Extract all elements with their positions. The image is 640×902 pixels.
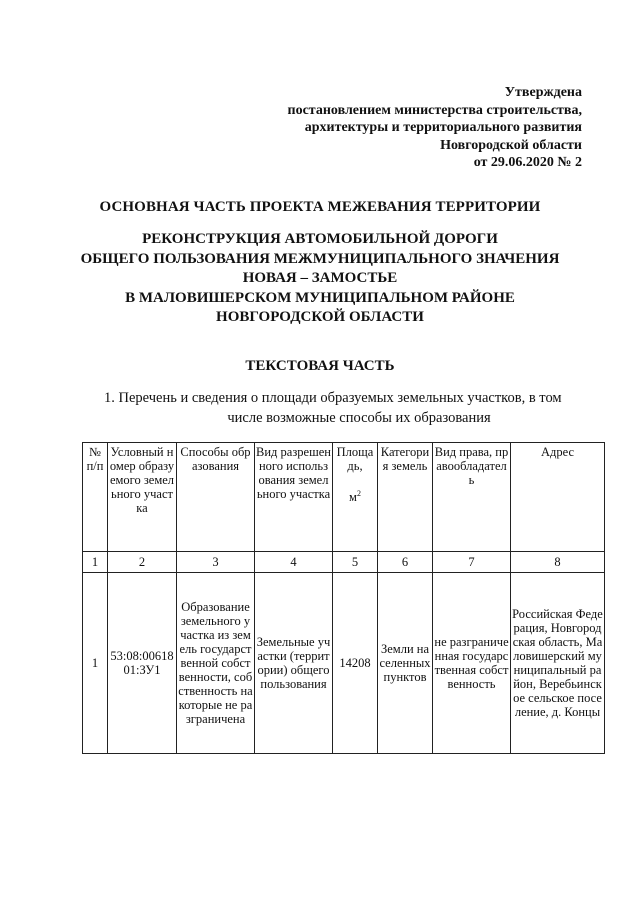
section-title: ТЕКСТОВАЯ ЧАСТЬ [245, 358, 395, 374]
header-cell-right: Вид права, правообладатель [433, 443, 511, 552]
area-unit: м [349, 490, 357, 505]
column-number: 6 [378, 552, 433, 573]
cell-use: Земельные участки (территории) общего пользования [255, 573, 333, 754]
project-title [0, 230, 640, 328]
approval-line: Утверждена [504, 85, 582, 100]
column-number: 1 [83, 552, 108, 573]
approval-line: Новгородской области [440, 137, 582, 153]
project-title-line: НОВАЯ – ЗАМОСТЬЕ [242, 270, 398, 286]
header-cell-method: Способы образования [177, 443, 255, 552]
project-title-line: ОБЩЕГО ПОЛЬЗОВАНИЯ МЕЖМУНИЦИПАЛЬНОГО ЗНАЧЕНИЯ [80, 250, 560, 267]
main-title: ОСНОВНАЯ ЧАСТЬ ПРОЕКТА МЕЖЕВАНИЯ ТЕРРИТОРИИ [99, 199, 541, 215]
cell-area: 14208 [333, 573, 378, 754]
column-number: 3 [177, 552, 255, 573]
cell-address: Российская Федерация, Новгородская область, Маловишерский муниципальный район, Веребьинское сельское поселение, д. Концы [511, 573, 605, 754]
column-number: 4 [255, 552, 333, 573]
cell-right: не разграниченная государственная собственность [433, 573, 511, 754]
header-cell-area [333, 443, 378, 552]
table-row [83, 573, 605, 754]
column-number: 7 [433, 552, 511, 573]
column-number: 8 [511, 552, 605, 573]
header-cell-category: Категория земель [378, 443, 433, 552]
approval-line: архитектуры и территориального развития [304, 120, 582, 135]
header-cell-use: Вид разрешенного использования земельного участка [255, 443, 333, 552]
caption-line: числе возможные способы их образования [227, 409, 491, 426]
cell-number: 1 [83, 573, 108, 754]
approval-line: от 29.06.2020 № 2 [473, 155, 582, 170]
column-number: 2 [108, 552, 177, 573]
cell-category: Земли населенных пунктов [378, 573, 433, 754]
area-label: Площадь, [336, 445, 374, 473]
header-cell-number: № п/п [83, 443, 108, 552]
project-title-line: РЕКОНСТРУКЦИЯ АВТОМОБИЛЬНОЙ ДОРОГИ [142, 231, 498, 247]
area-unit-power: 2 [356, 489, 361, 498]
caption-line: 1. Перечень и сведения о площади образуемых земельных участков, в том [104, 390, 562, 406]
column-number: 5 [333, 552, 378, 573]
header-cell-address: Адрес [511, 443, 605, 552]
cell-method: Образование земельного участка из земель государственной собственности, собственность на которые не разграничена [177, 573, 255, 754]
column-number-row [83, 552, 605, 573]
project-title-line: В МАЛОВИШЕРСКОМ МУНИЦИПАЛЬНОМ РАЙОНЕ [125, 289, 515, 306]
table-caption [104, 389, 594, 428]
approval-block [288, 84, 582, 172]
approval-line: постановлением министерства строительства, [287, 102, 582, 118]
table-header-row [83, 443, 605, 552]
cell-cadastral: 53:08:0061801:ЗУ1 [108, 573, 177, 754]
land-plots-table [82, 442, 605, 754]
project-title-line: НОВГОРОДСКОЙ ОБЛАСТИ [216, 309, 424, 325]
header-cell-cadastral: Условный номер образуемого земельного участка [108, 443, 177, 552]
